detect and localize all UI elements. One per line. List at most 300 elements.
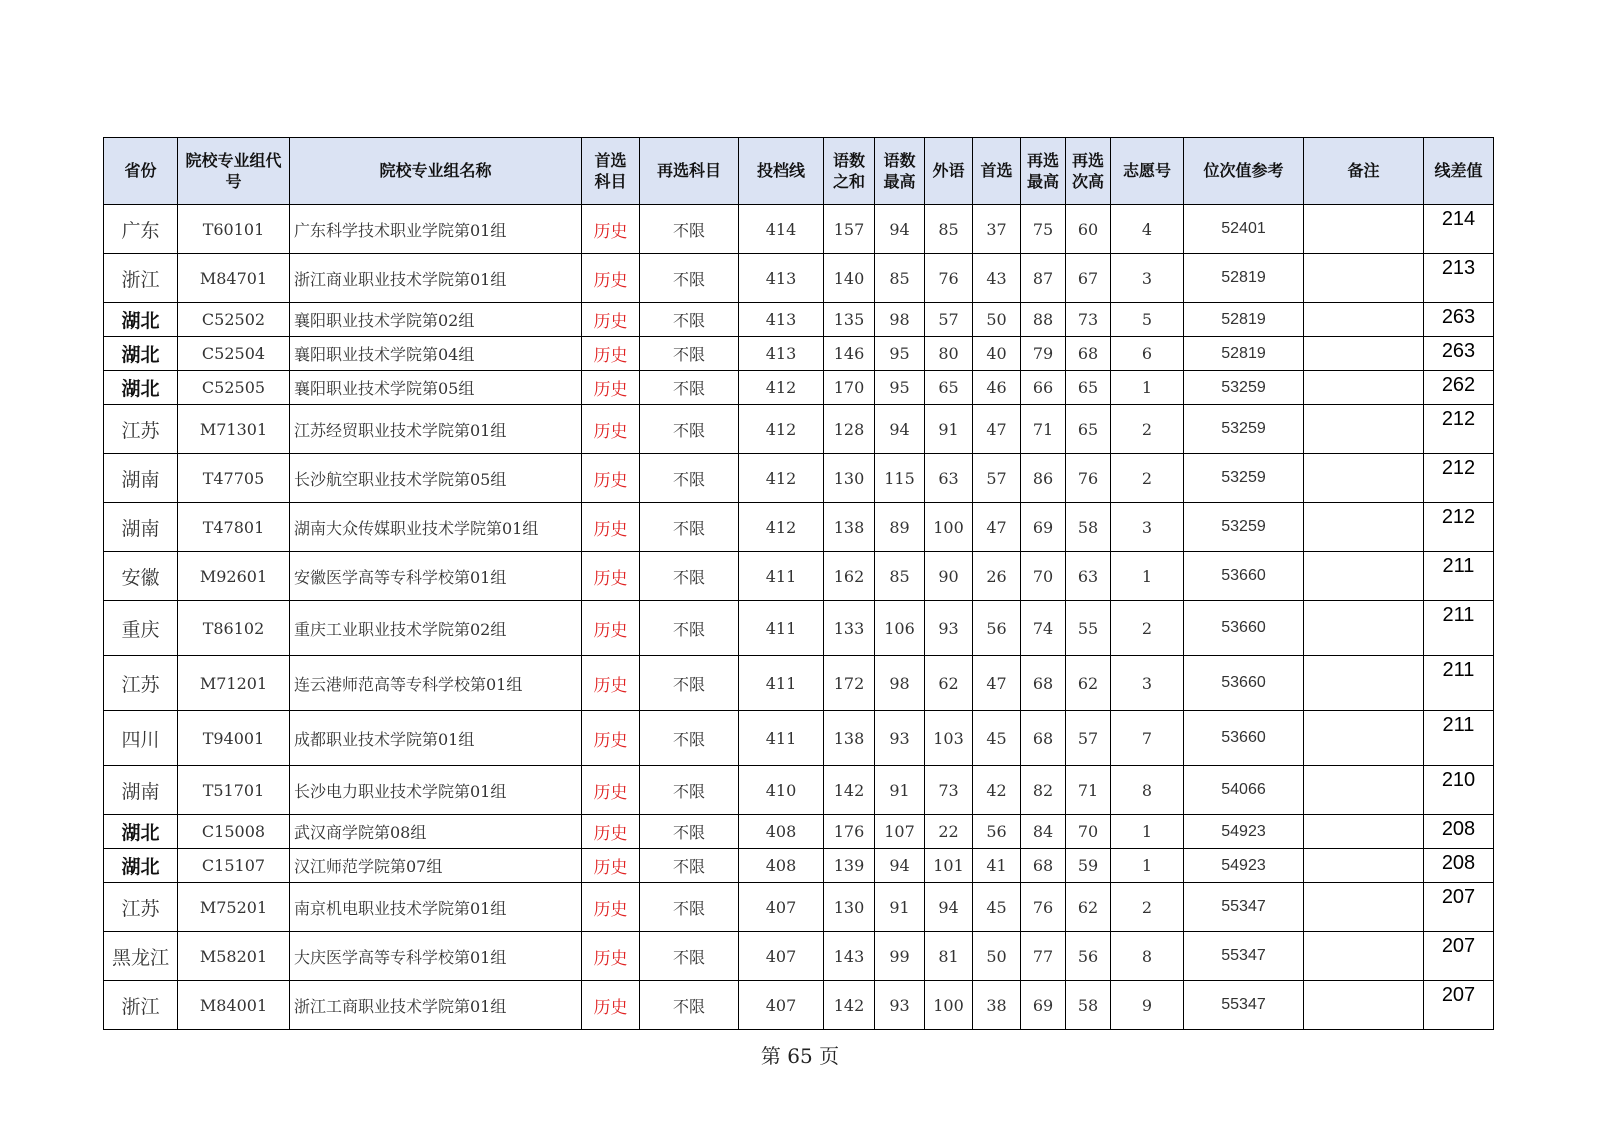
cell-rank: 53660 (1184, 656, 1304, 711)
cell-wish: 5 (1111, 303, 1184, 337)
cell-first-subject: 历史 (582, 981, 640, 1030)
cell-wish: 2 (1111, 601, 1184, 656)
cell-province: 江苏 (104, 883, 178, 932)
cell-diff: 214 (1424, 205, 1494, 254)
table-row (104, 883, 1494, 932)
table-row (104, 849, 1494, 883)
table-row (104, 205, 1494, 254)
cell-code: T94001 (178, 711, 290, 766)
cell-rank: 53259 (1184, 405, 1304, 454)
cell-sum: 130 (824, 883, 875, 932)
cell-diff: 211 (1424, 656, 1494, 711)
table-row (104, 254, 1494, 303)
cell-max: 95 (875, 371, 925, 405)
cell-line: 407 (739, 932, 824, 981)
header-first-subject (582, 138, 640, 205)
cell-diff: 207 (1424, 883, 1494, 932)
header-re-max (1021, 138, 1066, 205)
cell-max: 98 (875, 303, 925, 337)
cell-first-score: 56 (973, 601, 1021, 656)
header-sum-line2: 之和 (832, 172, 865, 191)
cell-first-score: 38 (973, 981, 1021, 1030)
cell-re-max: 82 (1021, 766, 1066, 815)
cell-rank: 55347 (1184, 981, 1304, 1030)
cell-re-max: 86 (1021, 454, 1066, 503)
cell-province: 湖北 (104, 815, 178, 849)
cell-re-second: 60 (1066, 205, 1111, 254)
cell-max: 107 (875, 815, 925, 849)
cell-first-score: 47 (973, 405, 1021, 454)
cell-wish: 8 (1111, 932, 1184, 981)
cell-line: 411 (739, 711, 824, 766)
cell-sum: 133 (824, 601, 875, 656)
cell-re-second: 63 (1066, 552, 1111, 601)
cell-first-subject: 历史 (582, 205, 640, 254)
cell-note (1304, 405, 1424, 454)
cell-first-score: 47 (973, 656, 1021, 711)
cell-code: M75201 (178, 883, 290, 932)
header-code (178, 138, 290, 205)
cell-foreign: 101 (925, 849, 973, 883)
cell-province: 湖南 (104, 766, 178, 815)
cell-code: C52502 (178, 303, 290, 337)
cell-first-subject: 历史 (582, 405, 640, 454)
cell-first-subject: 历史 (582, 552, 640, 601)
cell-re-max: 71 (1021, 405, 1066, 454)
header-max-line1: 语数 (883, 151, 916, 170)
cell-wish: 3 (1111, 656, 1184, 711)
cell-code: T60101 (178, 205, 290, 254)
cell-first-subject: 历史 (582, 303, 640, 337)
cell-wish: 1 (1111, 371, 1184, 405)
cell-code: T47705 (178, 454, 290, 503)
cell-diff: 212 (1424, 454, 1494, 503)
cell-wish: 9 (1111, 981, 1184, 1030)
cell-note (1304, 454, 1424, 503)
cell-name: 湖南大众传媒职业技术学院第01组 (290, 503, 582, 552)
cell-name: 重庆工业职业技术学院第02组 (290, 601, 582, 656)
cell-first-score: 26 (973, 552, 1021, 601)
cell-province: 湖南 (104, 454, 178, 503)
cell-name: 襄阳职业技术学院第02组 (290, 303, 582, 337)
cell-line: 412 (739, 371, 824, 405)
cell-line: 412 (739, 454, 824, 503)
header-first-line1: 首选 (594, 151, 627, 170)
cell-line: 414 (739, 205, 824, 254)
header-code-line2: 号 (225, 172, 242, 191)
cell-sum: 170 (824, 371, 875, 405)
cell-wish: 1 (1111, 552, 1184, 601)
cell-code: M58201 (178, 932, 290, 981)
cell-note (1304, 711, 1424, 766)
cell-note (1304, 883, 1424, 932)
cell-max: 98 (875, 656, 925, 711)
cell-sum: 176 (824, 815, 875, 849)
cell-re-second: 62 (1066, 883, 1111, 932)
cell-sum: 135 (824, 303, 875, 337)
cell-re-max: 68 (1021, 656, 1066, 711)
cell-foreign: 94 (925, 883, 973, 932)
table-row (104, 981, 1494, 1030)
cell-foreign: 63 (925, 454, 973, 503)
cell-diff: 263 (1424, 337, 1494, 371)
cell-first-score: 47 (973, 503, 1021, 552)
cell-first-subject: 历史 (582, 656, 640, 711)
cell-first-score: 41 (973, 849, 1021, 883)
cell-re-max: 76 (1021, 883, 1066, 932)
cell-province: 江苏 (104, 405, 178, 454)
cell-re-second: 56 (1066, 932, 1111, 981)
cell-note (1304, 337, 1424, 371)
cell-max: 115 (875, 454, 925, 503)
cell-code: M84001 (178, 981, 290, 1030)
header-re-subject: 再选科目 (640, 138, 739, 205)
cell-line: 412 (739, 503, 824, 552)
cell-max: 94 (875, 849, 925, 883)
cell-province: 安徽 (104, 552, 178, 601)
table-row (104, 766, 1494, 815)
cell-re-second: 58 (1066, 503, 1111, 552)
cell-name: 长沙航空职业技术学院第05组 (290, 454, 582, 503)
cell-foreign: 103 (925, 711, 973, 766)
header-foreign: 外语 (925, 138, 973, 205)
cell-name: 长沙电力职业技术学院第01组 (290, 766, 582, 815)
cell-line: 411 (739, 656, 824, 711)
cell-first-score: 43 (973, 254, 1021, 303)
cell-foreign: 93 (925, 601, 973, 656)
cell-max: 93 (875, 981, 925, 1030)
cell-re-max: 88 (1021, 303, 1066, 337)
cell-max: 85 (875, 552, 925, 601)
cell-diff: 207 (1424, 981, 1494, 1030)
cell-max: 106 (875, 601, 925, 656)
cell-code: M71301 (178, 405, 290, 454)
cell-re-second: 73 (1066, 303, 1111, 337)
cell-first-subject: 历史 (582, 711, 640, 766)
cell-foreign: 57 (925, 303, 973, 337)
cell-name: 江苏经贸职业技术学院第01组 (290, 405, 582, 454)
cell-wish: 8 (1111, 766, 1184, 815)
cell-sum: 130 (824, 454, 875, 503)
cell-sum: 128 (824, 405, 875, 454)
cell-first-score: 50 (973, 932, 1021, 981)
table-row (104, 932, 1494, 981)
cell-line: 412 (739, 405, 824, 454)
header-sum-line1: 语数 (832, 151, 865, 170)
cell-first-subject: 历史 (582, 601, 640, 656)
table-row (104, 503, 1494, 552)
cell-re-subject: 不限 (640, 337, 739, 371)
cell-re-max: 74 (1021, 601, 1066, 656)
header-max-line2: 最高 (883, 172, 916, 191)
cell-line: 413 (739, 254, 824, 303)
table-row (104, 711, 1494, 766)
cell-rank: 54923 (1184, 815, 1304, 849)
cell-province: 浙江 (104, 981, 178, 1030)
cell-sum: 172 (824, 656, 875, 711)
cell-rank: 52819 (1184, 254, 1304, 303)
cell-name: 浙江工商职业技术学院第01组 (290, 981, 582, 1030)
cell-max: 95 (875, 337, 925, 371)
cell-wish: 4 (1111, 205, 1184, 254)
cell-name: 成都职业技术学院第01组 (290, 711, 582, 766)
cell-re-second: 67 (1066, 254, 1111, 303)
cell-rank: 54066 (1184, 766, 1304, 815)
cell-code: M92601 (178, 552, 290, 601)
header-province: 省份 (104, 138, 178, 205)
cell-first-subject: 历史 (582, 883, 640, 932)
cell-province: 湖北 (104, 371, 178, 405)
cell-diff: 263 (1424, 303, 1494, 337)
table-row (104, 371, 1494, 405)
cell-re-subject: 不限 (640, 766, 739, 815)
cell-sum: 146 (824, 337, 875, 371)
cell-code: M84701 (178, 254, 290, 303)
cell-code: T47801 (178, 503, 290, 552)
cell-re-second: 65 (1066, 371, 1111, 405)
cell-re-subject: 不限 (640, 883, 739, 932)
table-row (104, 601, 1494, 656)
cell-note (1304, 205, 1424, 254)
cell-re-max: 70 (1021, 552, 1066, 601)
table-row (104, 656, 1494, 711)
cell-name: 浙江商业职业技术学院第01组 (290, 254, 582, 303)
cell-diff: 213 (1424, 254, 1494, 303)
cell-sum: 143 (824, 932, 875, 981)
header-sum (824, 138, 875, 205)
cell-re-max: 69 (1021, 503, 1066, 552)
cell-re-max: 75 (1021, 205, 1066, 254)
cell-diff: 211 (1424, 601, 1494, 656)
cell-re-second: 76 (1066, 454, 1111, 503)
cell-re-max: 68 (1021, 711, 1066, 766)
cell-line: 407 (739, 883, 824, 932)
cell-rank: 55347 (1184, 883, 1304, 932)
cell-first-subject: 历史 (582, 932, 640, 981)
cell-code: T86102 (178, 601, 290, 656)
cell-foreign: 100 (925, 981, 973, 1030)
table-row (104, 815, 1494, 849)
cell-wish: 3 (1111, 503, 1184, 552)
cell-re-max: 66 (1021, 371, 1066, 405)
cell-wish: 7 (1111, 711, 1184, 766)
cell-note (1304, 254, 1424, 303)
cell-sum: 142 (824, 766, 875, 815)
cell-diff: 208 (1424, 815, 1494, 849)
cell-re-second: 68 (1066, 337, 1111, 371)
cell-re-subject: 不限 (640, 552, 739, 601)
cell-diff: 212 (1424, 503, 1494, 552)
cell-first-score: 56 (973, 815, 1021, 849)
cell-province: 江苏 (104, 656, 178, 711)
cell-name: 南京机电职业技术学院第01组 (290, 883, 582, 932)
cell-rank: 52819 (1184, 303, 1304, 337)
admission-table (103, 137, 1494, 1030)
cell-re-max: 84 (1021, 815, 1066, 849)
cell-first-subject: 历史 (582, 815, 640, 849)
cell-diff: 211 (1424, 552, 1494, 601)
cell-foreign: 90 (925, 552, 973, 601)
header-diff: 线差值 (1424, 138, 1494, 205)
cell-diff: 211 (1424, 711, 1494, 766)
cell-sum: 162 (824, 552, 875, 601)
cell-max: 91 (875, 766, 925, 815)
cell-re-max: 68 (1021, 849, 1066, 883)
cell-foreign: 62 (925, 656, 973, 711)
cell-max: 91 (875, 883, 925, 932)
cell-re-second: 70 (1066, 815, 1111, 849)
header-first-score: 首选 (973, 138, 1021, 205)
cell-name: 安徽医学高等专科学校第01组 (290, 552, 582, 601)
cell-re-second: 62 (1066, 656, 1111, 711)
header-remax-line2: 最高 (1026, 172, 1059, 191)
cell-rank: 53259 (1184, 503, 1304, 552)
cell-line: 413 (739, 303, 824, 337)
cell-first-subject: 历史 (582, 371, 640, 405)
cell-line: 413 (739, 337, 824, 371)
cell-re-subject: 不限 (640, 205, 739, 254)
cell-max: 99 (875, 932, 925, 981)
cell-note (1304, 849, 1424, 883)
cell-line: 411 (739, 552, 824, 601)
cell-note (1304, 656, 1424, 711)
cell-first-subject: 历史 (582, 254, 640, 303)
cell-line: 411 (739, 601, 824, 656)
cell-note (1304, 815, 1424, 849)
cell-diff: 210 (1424, 766, 1494, 815)
cell-re-second: 57 (1066, 711, 1111, 766)
table-row (104, 552, 1494, 601)
cell-rank: 53660 (1184, 711, 1304, 766)
cell-first-subject: 历史 (582, 503, 640, 552)
cell-foreign: 80 (925, 337, 973, 371)
cell-re-subject: 不限 (640, 601, 739, 656)
cell-max: 89 (875, 503, 925, 552)
cell-re-subject: 不限 (640, 303, 739, 337)
cell-name: 襄阳职业技术学院第05组 (290, 371, 582, 405)
cell-note (1304, 552, 1424, 601)
cell-first-score: 42 (973, 766, 1021, 815)
cell-name: 襄阳职业技术学院第04组 (290, 337, 582, 371)
cell-province: 四川 (104, 711, 178, 766)
cell-note (1304, 601, 1424, 656)
cell-code: M71201 (178, 656, 290, 711)
cell-code: C52504 (178, 337, 290, 371)
cell-sum: 142 (824, 981, 875, 1030)
table-row (104, 405, 1494, 454)
cell-diff: 262 (1424, 371, 1494, 405)
cell-re-max: 77 (1021, 932, 1066, 981)
header-code-line1: 院校专业组代 (185, 151, 282, 170)
header-wish: 志愿号 (1111, 138, 1184, 205)
cell-wish: 3 (1111, 254, 1184, 303)
cell-first-score: 40 (973, 337, 1021, 371)
cell-province: 浙江 (104, 254, 178, 303)
cell-foreign: 65 (925, 371, 973, 405)
cell-rank: 53660 (1184, 552, 1304, 601)
cell-note (1304, 766, 1424, 815)
cell-note (1304, 981, 1424, 1030)
header-remax-line1: 再选 (1026, 151, 1059, 170)
cell-re-subject: 不限 (640, 371, 739, 405)
cell-first-score: 46 (973, 371, 1021, 405)
cell-province: 湖北 (104, 849, 178, 883)
cell-wish: 2 (1111, 405, 1184, 454)
cell-code: T51701 (178, 766, 290, 815)
header-row (104, 138, 1494, 205)
cell-province: 重庆 (104, 601, 178, 656)
cell-first-score: 45 (973, 883, 1021, 932)
cell-name: 广东科学技术职业学院第01组 (290, 205, 582, 254)
cell-code: C15008 (178, 815, 290, 849)
cell-rank: 53660 (1184, 601, 1304, 656)
cell-re-subject: 不限 (640, 711, 739, 766)
cell-wish: 2 (1111, 454, 1184, 503)
cell-rank: 53259 (1184, 454, 1304, 503)
header-first-line2: 科目 (594, 172, 627, 191)
cell-sum: 140 (824, 254, 875, 303)
cell-re-subject: 不限 (640, 503, 739, 552)
cell-first-score: 45 (973, 711, 1021, 766)
header-re-second (1066, 138, 1111, 205)
cell-rank: 52401 (1184, 205, 1304, 254)
cell-first-subject: 历史 (582, 454, 640, 503)
cell-line: 408 (739, 849, 824, 883)
cell-name: 汉江师范学院第07组 (290, 849, 582, 883)
cell-max: 93 (875, 711, 925, 766)
cell-sum: 138 (824, 503, 875, 552)
cell-line: 407 (739, 981, 824, 1030)
cell-rank: 54923 (1184, 849, 1304, 883)
cell-re-subject: 不限 (640, 405, 739, 454)
cell-re-max: 69 (1021, 981, 1066, 1030)
cell-re-second: 71 (1066, 766, 1111, 815)
cell-re-second: 59 (1066, 849, 1111, 883)
cell-name: 武汉商学院第08组 (290, 815, 582, 849)
header-note: 备注 (1304, 138, 1424, 205)
cell-province: 广东 (104, 205, 178, 254)
cell-first-score: 57 (973, 454, 1021, 503)
cell-code: C52505 (178, 371, 290, 405)
cell-province: 湖南 (104, 503, 178, 552)
cell-diff: 208 (1424, 849, 1494, 883)
cell-foreign: 100 (925, 503, 973, 552)
cell-sum: 138 (824, 711, 875, 766)
cell-re-subject: 不限 (640, 932, 739, 981)
cell-first-subject: 历史 (582, 337, 640, 371)
cell-sum: 139 (824, 849, 875, 883)
cell-foreign: 22 (925, 815, 973, 849)
cell-note (1304, 932, 1424, 981)
cell-province: 湖北 (104, 337, 178, 371)
cell-foreign: 73 (925, 766, 973, 815)
table-row (104, 337, 1494, 371)
table-row (104, 454, 1494, 503)
cell-province: 湖北 (104, 303, 178, 337)
cell-rank: 52819 (1184, 337, 1304, 371)
header-resecond-line2: 次高 (1071, 172, 1104, 191)
cell-re-max: 87 (1021, 254, 1066, 303)
cell-province: 黑龙江 (104, 932, 178, 981)
cell-re-second: 58 (1066, 981, 1111, 1030)
cell-note (1304, 503, 1424, 552)
cell-first-score: 50 (973, 303, 1021, 337)
table-row (104, 303, 1494, 337)
cell-max: 94 (875, 205, 925, 254)
cell-re-subject: 不限 (640, 656, 739, 711)
cell-max: 85 (875, 254, 925, 303)
cell-line: 410 (739, 766, 824, 815)
